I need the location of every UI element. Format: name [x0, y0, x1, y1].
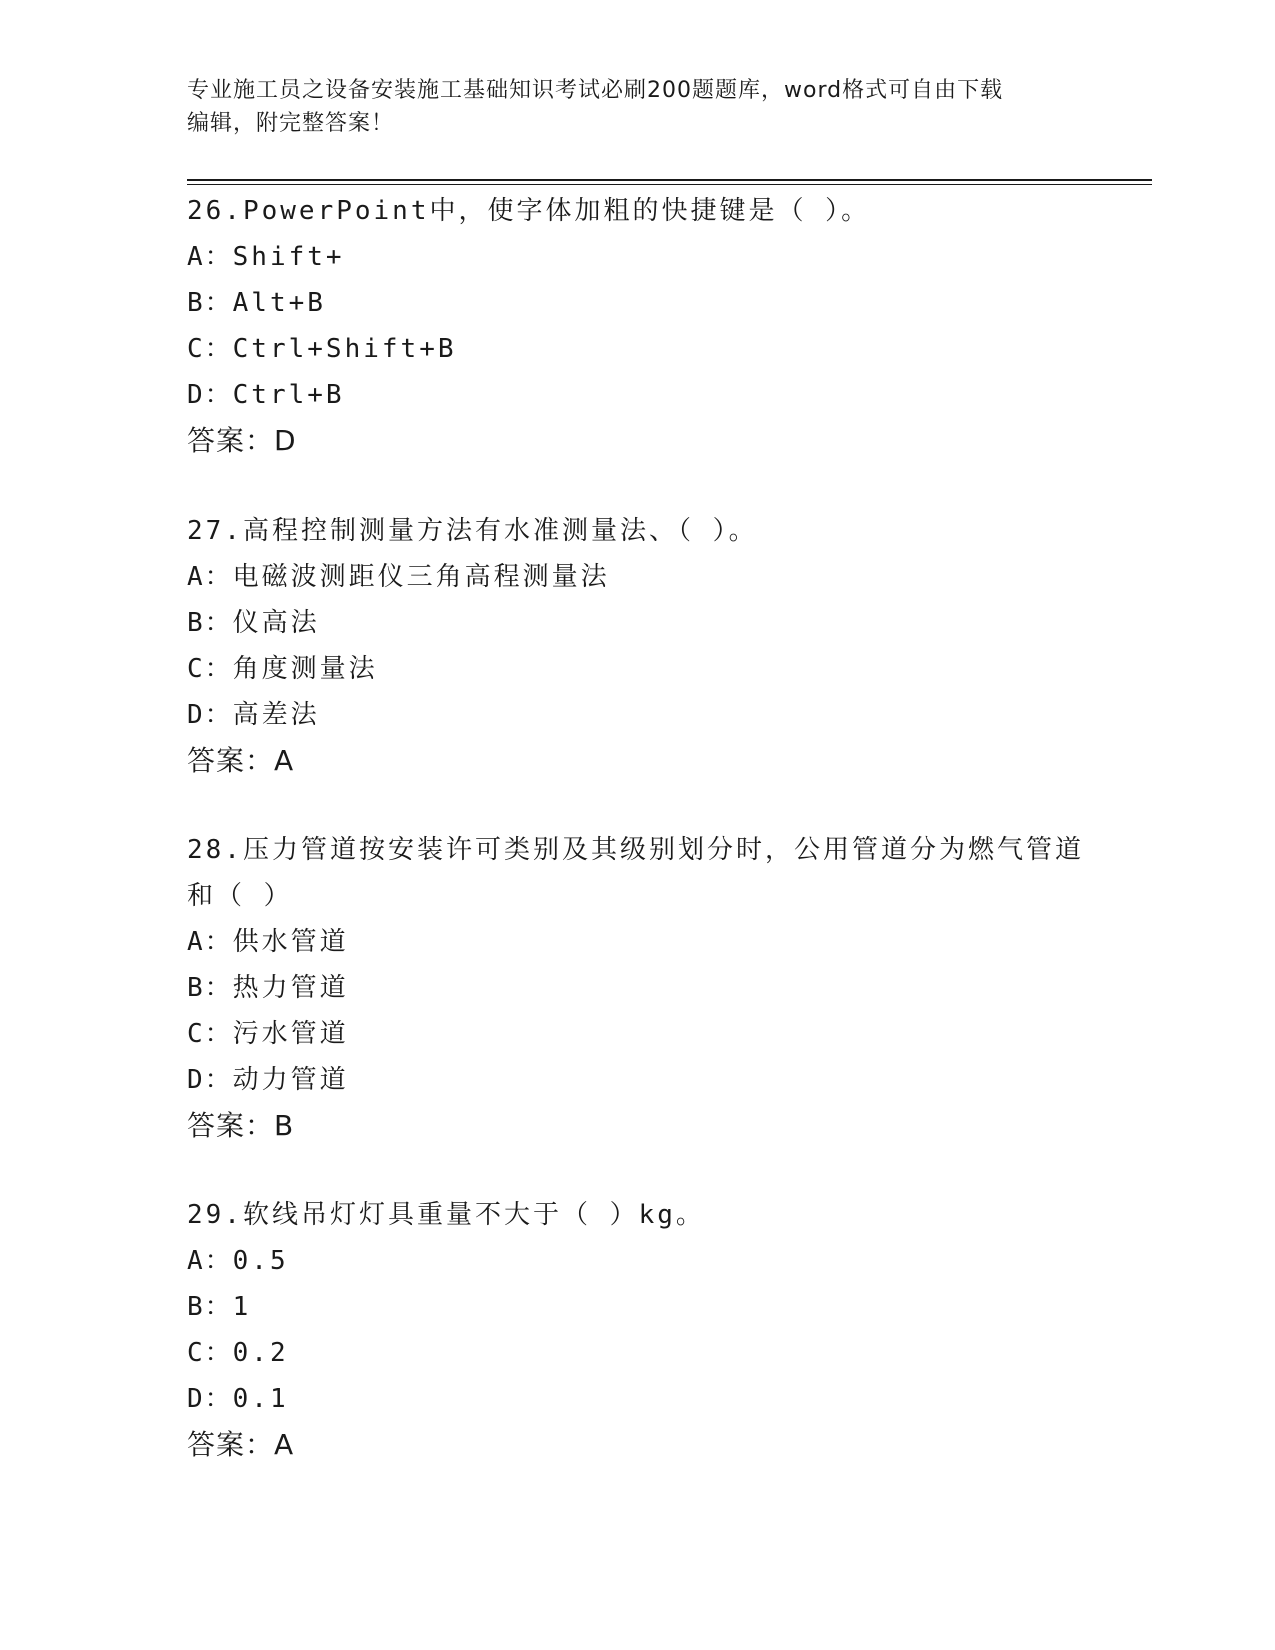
question-stem — [187, 188, 1087, 234]
question-stem-line: 27.高程控制测量方法有水准测量法、（ ）。 — [187, 516, 758, 546]
option-d — [187, 692, 1087, 738]
question-stem-continued — [187, 873, 1087, 919]
option-a — [187, 1238, 1087, 1284]
option-key: D： — [187, 1384, 233, 1414]
option-b — [187, 965, 1087, 1011]
header-line-2: 编辑，附完整答案！ — [187, 111, 395, 136]
option-text: 污水管道 — [232, 1019, 349, 1049]
option-key: D： — [187, 380, 233, 410]
option-d — [187, 372, 1087, 418]
option-text: Ctrl+B — [232, 380, 345, 410]
option-key: A： — [187, 562, 233, 592]
option-text: Alt+B — [232, 288, 326, 318]
option-a — [187, 234, 1087, 280]
question-stem — [187, 827, 1087, 873]
option-key: C： — [187, 1019, 233, 1049]
option-key: B： — [187, 973, 233, 1003]
document-header — [187, 74, 1067, 140]
answer-line: 答案：A — [187, 744, 295, 777]
option-text: 0.2 — [232, 1338, 289, 1368]
option-text: 仪高法 — [232, 608, 320, 638]
question-stem-line: 29.软线吊灯灯具重量不大于（ ）kg。 — [187, 1200, 705, 1230]
header-line-1: 专业施工员之设备安装施工基础知识考试必刷200题题库，word格式可自由下载 — [187, 78, 1004, 103]
option-text: Shift+ — [232, 242, 345, 272]
option-text: 高差法 — [232, 700, 320, 730]
option-key: C： — [187, 1338, 233, 1368]
option-key: A： — [187, 242, 233, 272]
option-c — [187, 646, 1087, 692]
option-key: A： — [187, 1246, 233, 1276]
option-text: 动力管道 — [232, 1065, 349, 1095]
option-b — [187, 600, 1087, 646]
question-stem — [187, 1192, 1087, 1238]
option-text: 0.1 — [232, 1384, 289, 1414]
question-27 — [187, 508, 1087, 784]
option-text: 热力管道 — [232, 973, 349, 1003]
question-26 — [187, 188, 1087, 464]
option-c — [187, 326, 1087, 372]
answer-line: 答案：B — [187, 1109, 295, 1142]
header-divider-thick — [187, 179, 1152, 181]
option-b — [187, 1284, 1087, 1330]
option-key: C： — [187, 654, 233, 684]
option-key: B： — [187, 608, 233, 638]
option-a — [187, 919, 1087, 965]
option-key: D： — [187, 700, 233, 730]
option-d — [187, 1057, 1087, 1103]
option-key: B： — [187, 288, 233, 318]
question-stem-line: 28.压力管道按安装许可类别及其级别划分时，公用管道分为燃气管道 — [187, 835, 1084, 865]
header-divider-thin — [187, 184, 1152, 185]
option-key: C： — [187, 334, 233, 364]
option-b — [187, 280, 1087, 326]
option-text: 0.5 — [232, 1246, 289, 1276]
question-28 — [187, 827, 1087, 1149]
option-text: 1 — [232, 1292, 252, 1322]
option-key: A： — [187, 927, 233, 957]
question-29 — [187, 1192, 1087, 1468]
option-key: B： — [187, 1292, 233, 1322]
option-c — [187, 1330, 1087, 1376]
option-text: 供水管道 — [232, 927, 349, 957]
question-stem-line: 和（ ） — [187, 881, 293, 911]
question-stem-line: 26.PowerPoint中，使字体加粗的快捷键是（ ）。 — [187, 196, 871, 226]
option-a — [187, 554, 1087, 600]
option-c — [187, 1011, 1087, 1057]
answer-line: 答案：A — [187, 1428, 295, 1461]
option-text: 角度测量法 — [232, 654, 378, 684]
question-stem — [187, 508, 1087, 554]
answer-line: 答案：D — [187, 424, 297, 457]
option-text: 电磁波测距仪三角高程测量法 — [232, 562, 610, 592]
option-d — [187, 1376, 1087, 1422]
option-text: Ctrl+Shift+B — [232, 334, 457, 364]
option-key: D： — [187, 1065, 233, 1095]
